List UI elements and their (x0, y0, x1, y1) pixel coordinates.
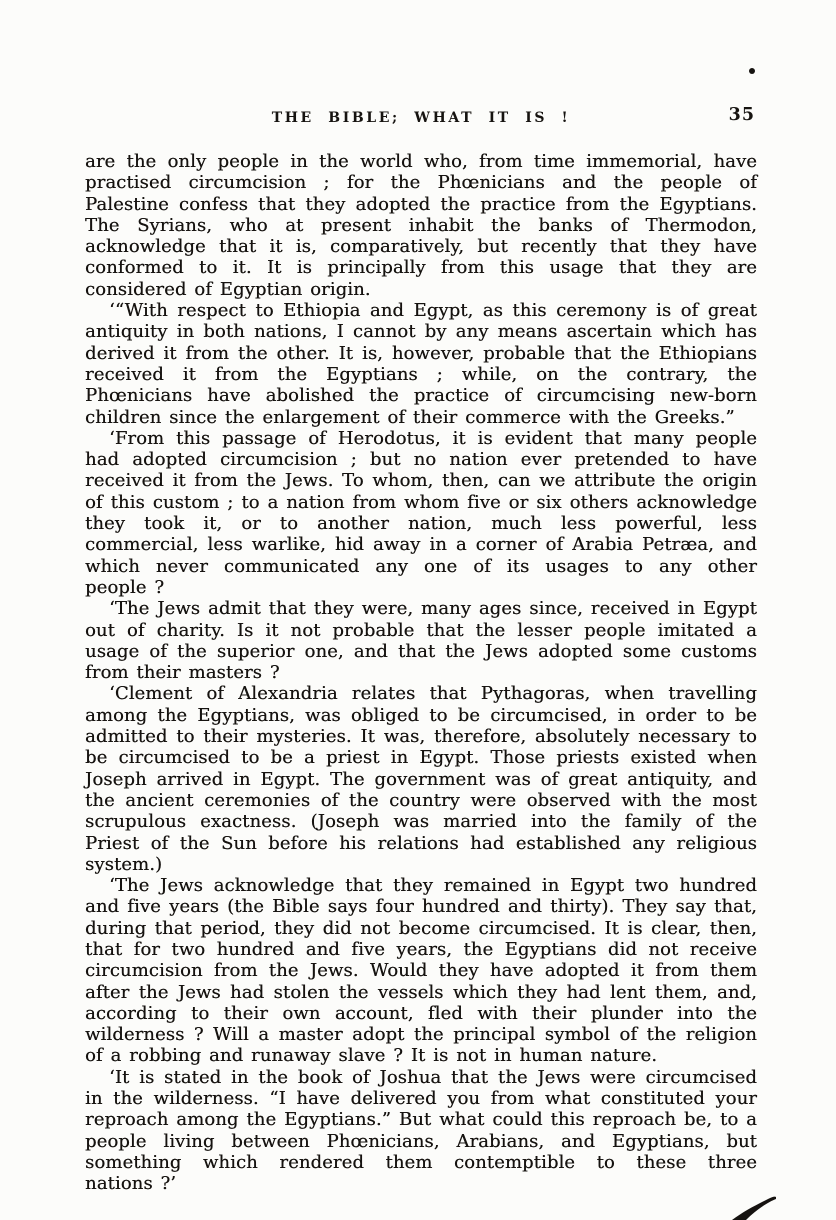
ink-speck (749, 68, 755, 74)
page-header (85, 107, 757, 126)
paragraph: ‘It is stated in the book of Joshua that the Jews were circumcised in the wilderness. “I have delivered you from what constituted your reproach among the Egyptians.” But what could this reproach be, to a people living between Phœnicians, Arabians, and Egyptians, but something which rendered them contemptible to these three nations ?’ (85, 1066, 757, 1195)
page-body (85, 151, 757, 1195)
paragraph: ‘The Jews acknowledge that they remained in Egypt two hundred and five years (the Bible says four hundred and thirty). They say that, during that period, they did not become circumcised. It is clear, then, that for two hundred and five years, the Egyptians did not receive circumcision from the Jews. Would they have adopted it from them after the Jews had stolen the vessels which they had lent them, and, according to their own account, fled with their plunder into the wilderness ? Will a master adopt the principal symbol of the religion of a robbing and runaway slave ? It is not in human nature. (85, 875, 757, 1067)
paragraph: ‘“With respect to Ethiopia and Egypt, as this ceremony is of great antiquity in both nations, I cannot by any means ascertain which has derived it from the other. It is, however, probable that the Ethiopians received it from the Egyptians ; while, on the contrary, the Phœnicians have abolished the practice of circumcising new-born children since the enlargement of their commerce with the Greeks.” (85, 300, 757, 428)
paragraph: are the only people in the world who, from time immemorial, have practised circumcision ; for the Phœnicians and the people of Palestine confess that they adopted the practice from the Egyptians. The Syrians, who at present inhabit the banks of Thermodon, acknowledge that it is, comparatively, but recently that they have conformed to it. It is principally from this usage that they are considered of Egyptian origin. (85, 151, 757, 300)
paragraph: ‘The Jews admit that they were, many ages since, received in Egypt out of charity. Is it not probable that the lesser people imitated a usage of the superior one, and that the Jews adopted some customs from their masters ? (85, 598, 757, 684)
page-number: 35 (728, 105, 755, 125)
ink-flourish-mark (726, 1196, 778, 1220)
running-title: THE BIBLE; WHAT IT IS ! (271, 110, 571, 126)
paragraph: ‘Clement of Alexandria relates that Pythagoras, when travelling among the Egyptians, was obliged to be circumcised, in order to be admitted to their mysteries. It was, therefore, absolutely necessary to be circumcised to be a priest in Egypt. Those priests existed when Joseph arrived in Egypt. The government was of great antiquity, and the ancient ceremonies of the country were observed with the most scrupulous exactness. (Joseph was married into the family of the Priest of the Sun before his relations had established any religious system.) (85, 683, 757, 875)
paragraph: ‘From this passage of Herodotus, it is evident that many people had adopted circumcision ; but no nation ever pretended to have received it from the Jews. To whom, then, can we attribute the origin of this custom ; to a nation from whom five or six others acknowledge they took it, or to another nation, much less powerful, less commercial, less warlike, hid away in a corner of Arabia Petræa, and which never communicated any one of its usages to any other people ? (85, 427, 757, 598)
